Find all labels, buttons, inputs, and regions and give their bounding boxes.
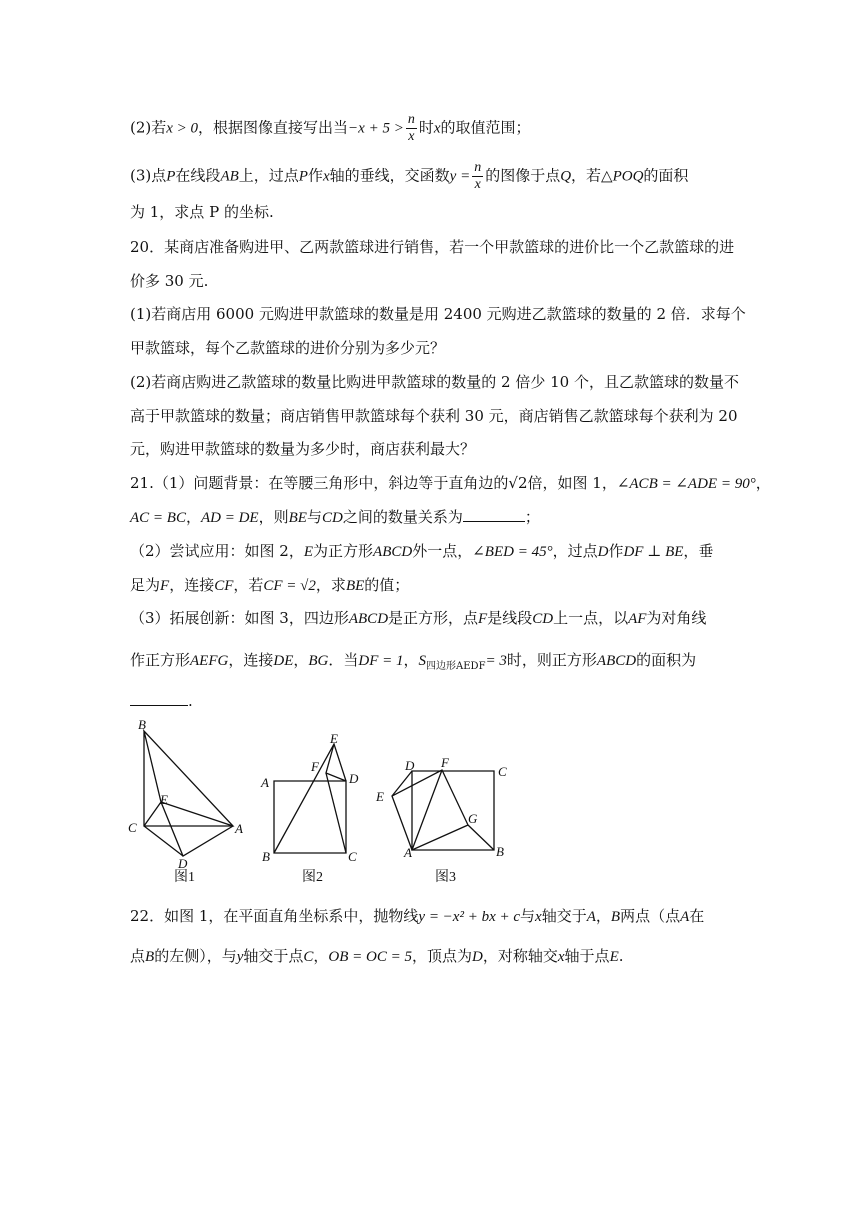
text: ，根据图像直接写出当	[198, 118, 349, 137]
fig1-lines	[144, 731, 233, 856]
geometry-figures	[120, 715, 520, 890]
fig3-label-D: D	[405, 758, 415, 773]
text: 时	[418, 118, 434, 137]
fig1-label-A: A	[235, 821, 243, 836]
q21-line3: （2）尝试应用：如图 2，E为正方形ABCD外一点，∠BED = 45°，过点D作DF ⊥ BE，垂	[130, 542, 714, 560]
math: x	[433, 120, 441, 137]
q21-line7: .	[130, 690, 193, 712]
fig3-label-C: C	[498, 764, 507, 779]
q19-part3: (3)点P在线段AB上，过点P作x轴的垂线，交函数y = $\frac{n}{x}$ 的图像于点Q，若△POQ的面积	[130, 160, 689, 192]
math: x > 0	[166, 120, 199, 137]
fig1-label-B: B	[138, 717, 146, 732]
q20-stem-2: 价多 30 元.	[130, 272, 209, 290]
q22-line2: 点B的左侧），与y轴交于点C，OB = OC = 5，顶点为D，对称轴交x轴于点E.	[130, 947, 624, 965]
math: −x + 5 >	[348, 120, 404, 137]
q21-line4: 足为F，连接CF，若CF = √2，求BE的值；	[130, 576, 410, 594]
fig1-label-C: C	[128, 820, 137, 835]
q20-stem-1: 20．某商店准备购进甲、乙两款篮球进行销售，若一个甲款篮球的进价比一个乙款篮球的进	[130, 238, 735, 256]
fig2-label-B: B	[262, 849, 270, 864]
fig3-lines	[392, 770, 494, 850]
fig2-label-E: E	[330, 731, 338, 746]
q20-p1-2: 甲款篮球，每个乙款篮球的进价分别为多少元？	[130, 339, 446, 357]
fig2-square	[274, 781, 346, 853]
fig2-label-A: A	[261, 775, 269, 790]
answer-blank	[130, 691, 188, 706]
fig3-label-A: A	[404, 845, 412, 860]
fig2-label-F: F	[311, 759, 319, 774]
fig1-label-D: D	[178, 856, 188, 871]
answer-blank	[463, 507, 525, 522]
fig3-label-G: G	[468, 811, 478, 826]
fig3-label-B: B	[496, 844, 504, 859]
fig1-caption: 图1	[174, 870, 195, 885]
q21-line5: （3）拓展创新：如图 3，四边形ABCD是正方形，点F是线段CD上一点，以AF为对角线	[130, 609, 707, 627]
fig1-label-E: E	[160, 792, 168, 807]
q21-line6: 作正方形AEFG，连接DE，BG．当DF = 1，$S_{四边形AEDF}= 3$时，则正方形ABCD的面积为	[130, 651, 697, 672]
q21-line1: 21.（1）问题背景：在等腰三角形中，斜边等于直角边的√2倍，如图 1，∠ACB = ∠ADE = 90°，	[130, 474, 771, 492]
q20-p1-1: (1)若商店用 6000 元购进甲款篮球的数量是用 2400 元购进乙款篮球的数量的 2 倍．求每个	[130, 305, 746, 323]
q20-p2-3: 元，购进甲款篮球的数量为多少时，商店获利最大？	[130, 440, 476, 458]
text: 的取值范围；	[440, 118, 531, 137]
fig2-lines	[274, 744, 346, 853]
q19-part3-cont: 为 1，求点 P 的坐标.	[130, 203, 274, 221]
fig3-caption: 图3	[435, 870, 456, 885]
q21-line2: AC = BC，AD = DE，则BE与CD之间的数量关系为 ；	[130, 508, 540, 526]
fig3-label-E: E	[376, 789, 384, 804]
q22-line1: 22．如图 1，在平面直角坐标系中，抛物线y = −x² + bx + c与x轴交于A，B两点（点A在	[130, 907, 705, 925]
q20-p2-1: (2)若商店购进乙款篮球的数量比购进甲款篮球的数量的 2 倍少 10 个，且乙款篮球的数量不	[130, 373, 739, 391]
fig2-label-D: D	[349, 771, 359, 786]
fig2-label-C: C	[348, 849, 357, 864]
text: (2)若	[130, 118, 167, 137]
q19-part2	[130, 112, 531, 145]
fraction: $\frac{n}{x}$	[407, 112, 415, 144]
fig3-label-F: F	[441, 755, 449, 770]
fig2-caption: 图2	[302, 870, 323, 885]
q20-p2-2: 高于甲款篮球的数量；商店销售甲款篮球每个获利 30 元，商店销售乙款篮球每个获利为 20	[130, 407, 738, 425]
